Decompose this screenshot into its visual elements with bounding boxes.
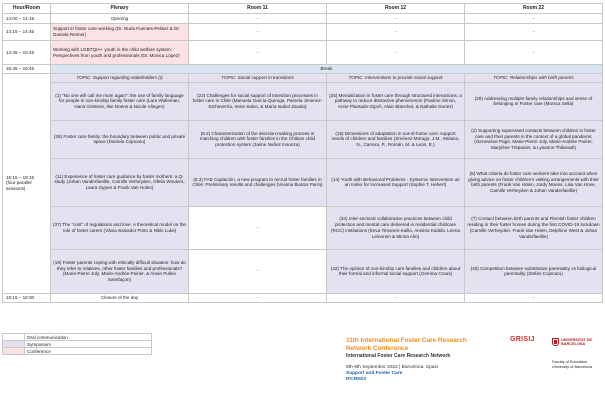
legend-label: Conference <box>25 348 152 355</box>
session-talk: (22) Challenges for social support of transition processes in foster care in Chile (Manuela García-Quiroga, Pamela Jimenez-Etcheverría, Irene Salvo, & María Isabel Zavala) <box>189 82 327 120</box>
session-talk: (1) “No one will call me mom again”: the use of family language for people in non-kinship family foster care (Lara Wulleman, Hans Grietens, Ilse Noens & Nicole Vliegen) <box>51 82 189 120</box>
empty-cell: - <box>327 293 465 302</box>
session-talk: (7) Contact between birth parents and Flemish foster children residing in their foster homes during the first COVID-19 lockdown (Camille Verheyden, Frank Van Holen, Delphine West & Johan Vanderfaeillie) <box>465 206 603 249</box>
time-cell: 14:00 – 14:15 <box>3 14 51 24</box>
session-talk: (5) What criteria do foster care workers take into account when giving advice on foster children's visiting arrangements with their birth parents (Frank Van Holen, Jordy Moens, Lisa Van Hove, Camille Verheyden & Johan Vanderfaeillie) <box>465 158 603 206</box>
header-plenary: Plenary <box>51 4 189 14</box>
empty-cell: - <box>465 293 603 302</box>
sessions-time: 16:15 – 18:15 <box>6 174 35 180</box>
time-cell: 15:45 – 16:45 <box>3 65 51 74</box>
conference-track: Support and Foster Care <box>346 371 403 377</box>
session-talk: (28) Addressing multiple-family relationships and sense of belonging in Foster care (Monica Sella) <box>465 82 603 120</box>
ub-name-line2: BARCELONA <box>561 342 586 346</box>
session-talk: (18) Dimensions of adaptation in out-of-home care: support needs of children and families (Jiménez-Morago, J.M., Molano, N., Carrera, P., Román, M. & León, E.) <box>327 120 465 158</box>
legend <box>2 333 152 355</box>
empty-cell: - <box>189 206 327 249</box>
session-row <box>3 120 603 158</box>
plenary-row <box>3 41 603 65</box>
empty-cell: - <box>189 14 327 24</box>
closure-row <box>3 293 603 302</box>
legend-label: Symposium <box>25 341 152 348</box>
header-row <box>3 4 603 14</box>
empty-cell: - <box>465 14 603 24</box>
session-talk: (37) The “cost” of regulations and love: A theoretical model on the role of foster carers (Vânia Salvador Pinto & Nikki Luke) <box>51 206 189 249</box>
empty-cell: - <box>465 24 603 41</box>
ub-shield-icon <box>552 338 559 346</box>
empty-cell: - <box>465 41 603 65</box>
university-name: University of Barcelona <box>552 363 593 369</box>
empty-cell: - <box>327 41 465 65</box>
schedule-table <box>2 3 603 303</box>
legend-symposium <box>3 341 152 348</box>
opening-label: Opening <box>51 14 189 24</box>
break-row <box>3 65 603 74</box>
session-talk: (19) Foster parents coping with ethically difficult situation: how do they refer to relatives, other foster families and professionals? (Marie-Pierre Joly, Marie-Andrée Poirier, & Annie Pullen Sansfaçon) <box>51 249 189 293</box>
legend-swatch-conference <box>3 348 25 355</box>
legend-oral <box>3 334 152 341</box>
ub-name-line1: UNIVERSITAT DE <box>561 338 593 343</box>
sessions-note: (four parallel sessions) <box>6 180 32 192</box>
conference-talk: Support in foster care working (Dr. Nuria Fuentes-Peláez & Dr. Daniela Reimer) <box>51 24 189 41</box>
sessions-time-cell <box>3 73 51 293</box>
legend-swatch-oral <box>3 334 25 341</box>
empty-cell: - <box>189 249 327 293</box>
closure-label: Closure of the day <box>51 293 189 302</box>
session-talk: (8.3) FAE Captación, a new program to recruit foster families in Chile: Preliminary results and challenges (Viviana Bustos Parra) <box>189 158 327 206</box>
topic-row <box>3 73 603 82</box>
conference-info <box>346 337 486 382</box>
topic-room-11: TOPIC: Social support in transitions <box>189 73 327 82</box>
break-label: Break <box>51 65 603 74</box>
session-talk: (25) Mentalization in foster care through structured interactions: a pathway to reduce distractive phenomenon (Pauline Simon, Anne Plantade-Gipch, Alain Blanchet, & Nathalie Duriez) <box>327 82 465 120</box>
session-talk: (39) Foster care family: the boundary between public and private space (Daniela Cojocaru) <box>51 120 189 158</box>
empty-cell: - <box>189 293 327 302</box>
topic-room-22: TOPIC: Relationships with birth parents <box>465 73 603 82</box>
faculty-name: Faculty of Education <box>552 359 588 364</box>
session-row <box>3 206 603 249</box>
grisij-wordmark: GRISIJ <box>510 336 535 343</box>
conference-dates: 8th-9th September 2022 | Barcelona. Spain <box>346 365 439 371</box>
conference-talk: Working with LGBTQIA+ youth in the child welfare system: Perspectives from youth and professionals (Dr. Monica López) <box>51 41 189 65</box>
session-row <box>3 82 603 120</box>
legend-conference <box>3 348 152 355</box>
ub-logo <box>552 338 602 369</box>
session-talk: (11) Experience of foster care guidance by foster mothers: a Q-study (Johan Vanderfaeillie, Camille Verheyden, Ofelia Wouters, Laura Gypen & Frank Van Holen) <box>51 158 189 206</box>
conference-title: 11th International Foster Care Research Network Conference <box>346 337 467 352</box>
header-room-12: Room 12 <box>327 4 465 14</box>
empty-cell: - <box>327 14 465 24</box>
time-cell: 14:45 – 15:45 <box>3 41 51 65</box>
session-row <box>3 249 603 293</box>
legend-swatch-symposium <box>3 341 25 348</box>
empty-cell: - <box>189 24 327 41</box>
header-hour: Hour/Room <box>3 4 51 14</box>
empty-cell: - <box>327 24 465 41</box>
grisij-logo <box>510 336 550 348</box>
session-talk: (2) Supporting supervised contacts between children in foster care and their parents in the context of a global pandemic (Geneviève Pagé, Marie-Pierre Joly, Marie-Andrée Poirier, Marylène Trépanier, & Lysanne Thibeault) <box>465 120 603 158</box>
topic-plenary: TOPIC: Support regarding stakeholders (I) <box>51 73 189 82</box>
plenary-row <box>3 24 603 41</box>
session-talk: (40) Competition between substitutive parentality vs biological parentality (Stefan Cojocaru) <box>465 249 603 293</box>
session-talk: (8.2) Characterization of the decision-making process in matching children with foster families in the Chilean child protection system (Jaime Nuñez Insunza) <box>189 120 327 158</box>
conference-tag: IFCRN22 <box>346 377 366 383</box>
session-talk: (34) Inter-sectoral collaborative practices between child protection and mental care delivered in residential childcare (RCC) institutions (Eeva Timonen-Kallio, Anniina Kaittila, Leena Leinonen & Minna Alin) <box>327 206 465 249</box>
header-room-22: Room 22 <box>465 4 603 14</box>
time-cell: 18:15 – 18:30 <box>3 293 51 302</box>
conference-subtitle: International Foster Care Research Network <box>346 353 451 360</box>
opening-row <box>3 14 603 24</box>
empty-cell: - <box>189 41 327 65</box>
session-row <box>3 158 603 206</box>
header-room-11: Room 11 <box>189 4 327 14</box>
session-talk: (14) Youth with Behavioral Problems - Systemic Intervention as an Index for Increased Support (Sophie T. Hebert) <box>327 158 465 206</box>
topic-room-12: TOPIC: Interventions to provide social support <box>327 73 465 82</box>
session-talk: (42) The opinion of non-kinship care families and children about their formal and informal social support (Gemma Crous) <box>327 249 465 293</box>
time-cell: 14:15 – 14:45 <box>3 24 51 41</box>
legend-label: Oral communication <box>25 334 152 341</box>
